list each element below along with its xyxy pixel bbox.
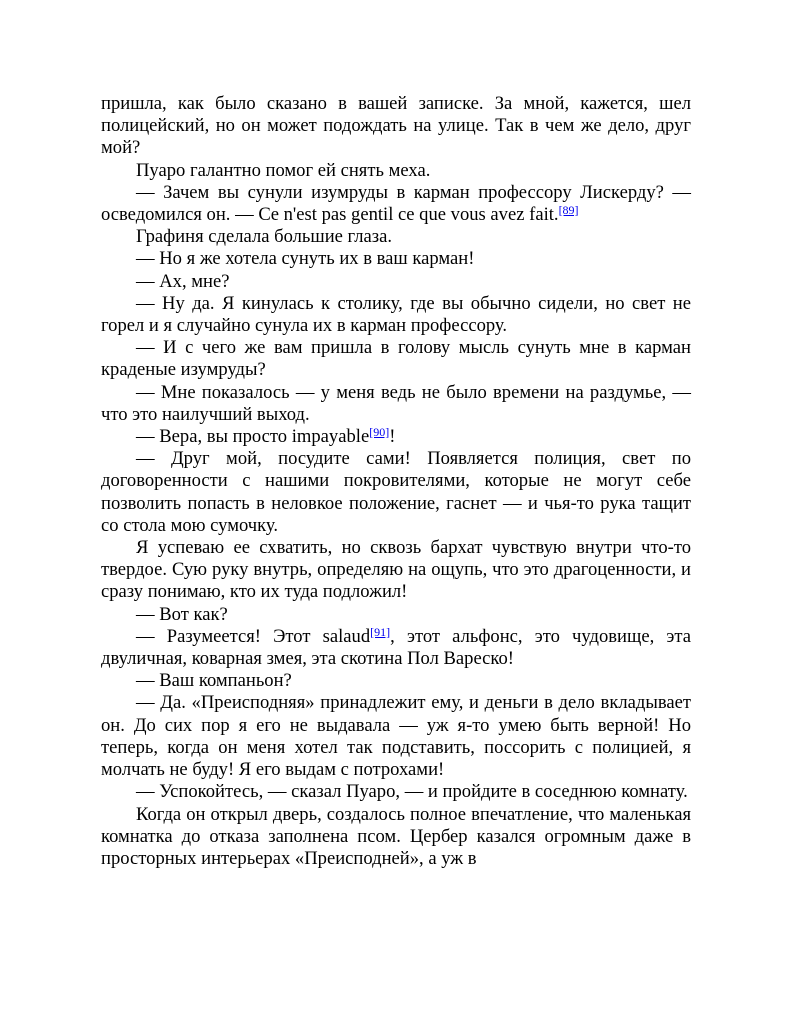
paragraph-text: — Но я же хотела сунуть их в ваш карман! bbox=[136, 248, 475, 270]
paragraph-text: — Вот как? bbox=[136, 603, 228, 625]
paragraph-text: ! bbox=[389, 426, 396, 448]
paragraph bbox=[101, 537, 691, 604]
paragraph bbox=[101, 182, 691, 226]
paragraph bbox=[101, 337, 691, 381]
paragraph bbox=[101, 426, 691, 448]
paragraph-text: — Успокойтесь, — сказал Пуаро, — и пройдите в соседнюю комнату. bbox=[136, 781, 688, 803]
paragraph-text: Когда он открыл дверь, создалось полное впечатление, что маленькая комнатка до отказа заполнена псом. Цербер казался огромным даже в просторных интерьерах «Преисподней», а уж в bbox=[101, 803, 691, 869]
paragraph bbox=[101, 271, 691, 293]
paragraph-text: Пуаро галантно помог ей снять меха. bbox=[136, 159, 431, 181]
footnote-link[interactable]: [91] bbox=[370, 624, 391, 639]
footnote-link[interactable]: [89] bbox=[558, 203, 579, 218]
paragraph bbox=[101, 781, 691, 803]
paragraph bbox=[101, 93, 691, 160]
paragraph bbox=[101, 448, 691, 537]
paragraph bbox=[101, 804, 691, 871]
paragraph-text: — Мне показалось — у меня ведь не было времени на раздумье, — что это наилучший выход. bbox=[101, 381, 691, 425]
paragraph-text: — Ну да. Я кинулась к столику, где вы обычно сидели, но свет не горел и я случайно сунула их в карман профессору. bbox=[101, 292, 691, 337]
paragraph-text: — Ваш компаньон? bbox=[136, 670, 292, 692]
paragraph-text: — Зачем вы сунули изумруды в карман профессору Лискерду? — осведомился он. — Ce n'est pas gentil ce que vous avez fait. bbox=[101, 181, 691, 226]
paragraph bbox=[101, 293, 691, 337]
paragraph bbox=[101, 670, 691, 692]
paragraph-text: пришла, как было сказано в вашей записке. За мной, кажется, шел полицейский, но он может подождать на улице. Так в чем же дело, друг мой? bbox=[101, 93, 691, 159]
paragraph-text: — Ах, мне? bbox=[136, 270, 230, 292]
paragraph-text: — И с чего же вам пришла в голову мысль сунуть мне в карман краденые изумруды? bbox=[101, 337, 691, 381]
paragraph bbox=[101, 692, 691, 781]
document-page bbox=[101, 93, 691, 870]
paragraph-text: Графиня сделала большие глаза. bbox=[136, 226, 393, 248]
paragraph bbox=[101, 160, 691, 182]
paragraph-text: — Вера, вы просто impayable bbox=[136, 426, 370, 448]
paragraph bbox=[101, 382, 691, 426]
paragraph bbox=[101, 226, 691, 248]
paragraph-text: , этот альфонс, это чудовище, эта двуличная, коварная змея, эта скотина Пол Вареско! bbox=[101, 625, 691, 670]
paragraph-text: — Разумеется! Этот salaud bbox=[136, 625, 371, 647]
footnote-link[interactable]: [90] bbox=[369, 425, 390, 440]
paragraph bbox=[101, 626, 691, 670]
paragraph-text: Я успеваю ее схватить, но сквозь бархат чувствую внутри что-то твердое. Сую руку внутрь, определяю на ощупь, что это драгоценности, и сразу понимаю, кто их туда подложил! bbox=[101, 537, 691, 603]
paragraph-text: — Да. «Преисподняя» принадлежит ему, и деньги в дело вкладывает он. До сих пор я его не выдавала — уж я-то умею быть верной! Но теперь, когда он меня хотел так подставить, поссорить с полицией, я молчать не буду! Я его выдам с потрохами! bbox=[101, 692, 691, 781]
paragraph bbox=[101, 604, 691, 626]
paragraph bbox=[101, 248, 691, 270]
paragraph-text: — Друг мой, посудите сами! Появляется полиция, свет по договоренности с нашими покровителями, которые не могут себе позволить попасть в неловкое положение, гаснет — и чья-то рука тащит со стола мою сумочку. bbox=[101, 448, 691, 536]
